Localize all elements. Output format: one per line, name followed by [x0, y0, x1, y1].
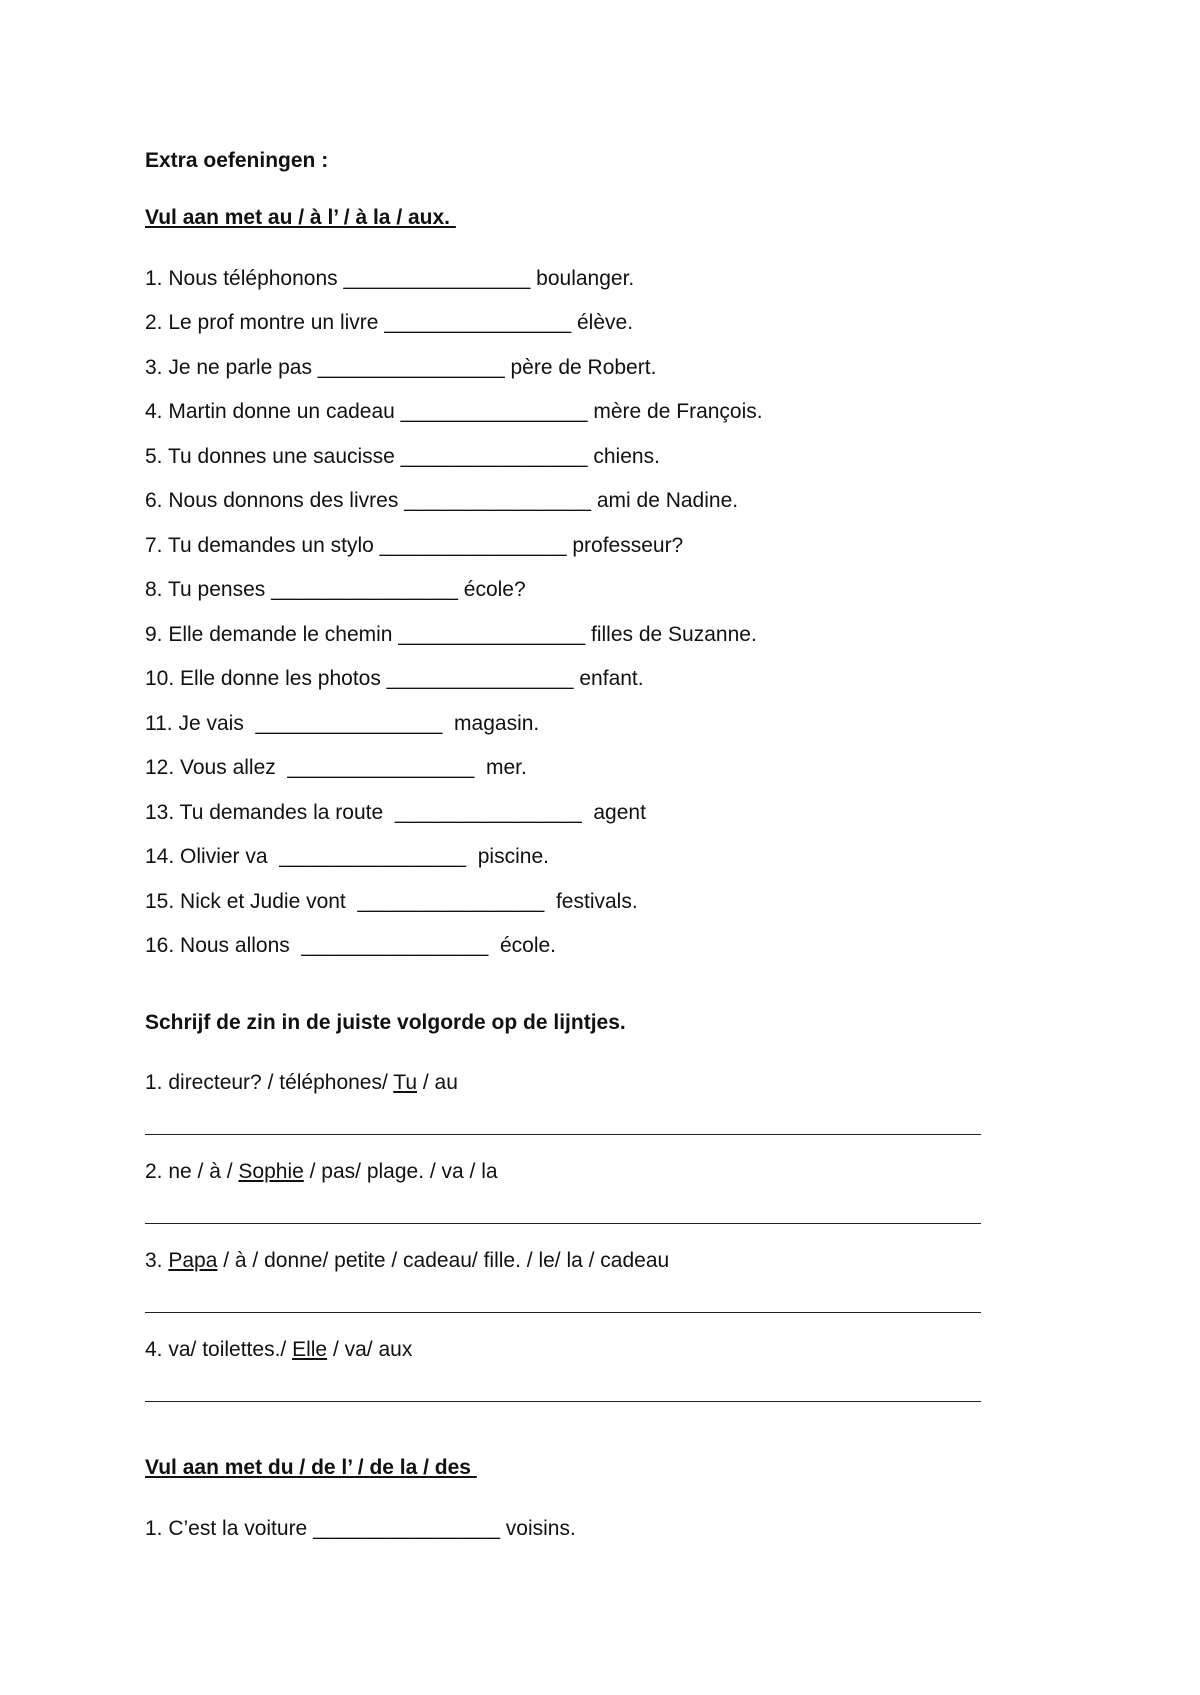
answer-line[interactable] — [145, 1223, 981, 1224]
section2-heading: Schrijf de zin in de juiste volgorde op de lijntjes. — [145, 1011, 626, 1034]
exercise-item: 9. Elle demande le chemin ________________ filles de Suzanne. — [145, 623, 757, 646]
section1-heading: Vul aan met au / à l’ / à la / aux. — [145, 206, 456, 229]
reorder-words: 3. — [145, 1249, 169, 1272]
exercise-item: 2. Le prof montre un livre ________________ élève. — [145, 311, 634, 334]
reorder-subject: Sophie — [238, 1160, 304, 1183]
reorder-subject: Tu — [393, 1071, 418, 1094]
reorder-item — [145, 1159, 498, 1185]
exercise-item: 5. Tu donnes une saucisse ________________ chiens. — [145, 445, 660, 468]
reorder-words: 2. ne / à / — [145, 1160, 239, 1183]
document-title: Extra oefeningen : — [145, 149, 329, 172]
reorder-item — [145, 1337, 412, 1363]
exercise-item: 12. Vous allez ________________ mer. — [145, 756, 527, 779]
exercise-item: 14. Olivier va ________________ piscine. — [145, 845, 549, 868]
exercise-item: 13. Tu demandes la route ________________ agent — [145, 801, 646, 824]
reorder-words: / au — [417, 1071, 458, 1094]
exercise-item: 16. Nous allons ________________ école. — [145, 934, 556, 957]
exercise-item: 1. C’est la voiture ________________ voisins. — [145, 1517, 576, 1540]
exercise-item: 6. Nous donnons des livres ________________ ami de Nadine. — [145, 489, 739, 512]
reorder-words: 4. va/ toilettes./ — [145, 1338, 293, 1361]
reorder-words: 1. directeur? / téléphones/ — [145, 1071, 394, 1094]
exercise-item: 1. Nous téléphonons ________________ boulanger. — [145, 267, 635, 290]
answer-line[interactable] — [145, 1134, 981, 1135]
reorder-words: / pas/ plage. / va / la — [303, 1160, 498, 1183]
answer-line[interactable] — [145, 1312, 981, 1313]
reorder-item — [145, 1070, 458, 1096]
exercise-item: 3. Je ne parle pas ________________ père de Robert. — [145, 356, 657, 379]
exercise-item: 7. Tu demandes un stylo ________________ professeur? — [145, 534, 684, 557]
section3-heading: Vul aan met du / de l’ / de la / des — [145, 1456, 477, 1479]
exercise-item: 4. Martin donne un cadeau ________________ mère de François. — [145, 400, 763, 423]
reorder-subject: Elle — [292, 1338, 328, 1361]
answer-line[interactable] — [145, 1401, 981, 1402]
reorder-words: / à / donne/ petite / cadeau/ fille. / le/ la / cadeau — [217, 1249, 670, 1272]
exercise-item: 10. Elle donne les photos ________________ enfant. — [145, 667, 644, 690]
exercise-item: 15. Nick et Judie vont ________________ festivals. — [145, 890, 638, 913]
reorder-item — [145, 1248, 669, 1274]
reorder-subject: Papa — [168, 1249, 218, 1272]
exercise-item: 11. Je vais ________________ magasin. — [145, 712, 540, 735]
exercise-item: 8. Tu penses ________________ école? — [145, 578, 526, 601]
reorder-words: / va/ aux — [327, 1338, 413, 1361]
